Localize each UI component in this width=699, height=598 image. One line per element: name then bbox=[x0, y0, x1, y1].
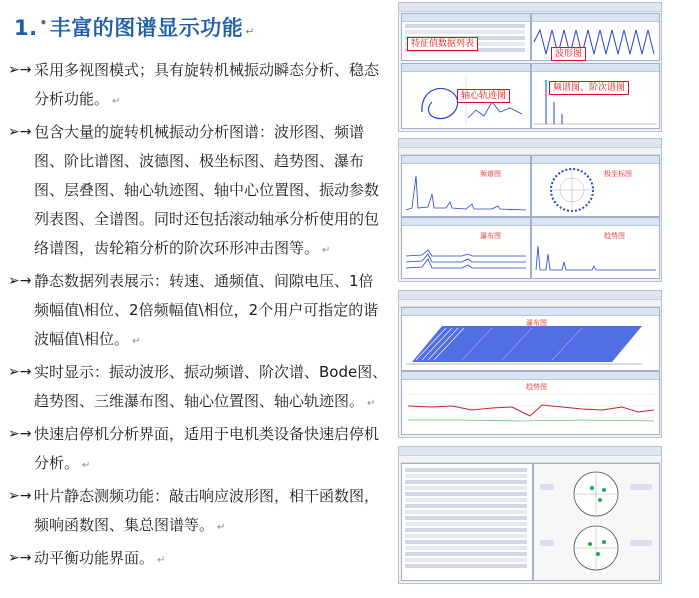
list-item bbox=[8, 420, 388, 480]
return-mark: ↵ bbox=[82, 460, 91, 471]
balancing-polar-pane bbox=[533, 463, 660, 581]
waterfall-pane bbox=[401, 307, 660, 371]
return-mark: ↵ bbox=[322, 245, 331, 256]
list-item bbox=[8, 482, 388, 542]
arrow-bullet-icon: ➢→ bbox=[8, 364, 32, 380]
bullet-text: 静态数据列表展示：转速、通频值、间隙电压、1倍频幅值\相位、2倍频幅值\相位，2个用户可指定的谐波幅值\相位。 bbox=[34, 272, 379, 348]
arrow-bullet-icon: ➢→ bbox=[8, 62, 32, 78]
bullet-text: 叶片静态测频功能：敲击响应波形图，相干函数图，频响函数图、集总图谱等。 bbox=[34, 487, 380, 534]
screenshot-multiview bbox=[398, 2, 662, 132]
balancing-polar-plot bbox=[534, 464, 659, 580]
spectrum-pane bbox=[401, 155, 531, 217]
trend-plot bbox=[532, 226, 659, 278]
trend-pane bbox=[401, 371, 660, 435]
balancing-table-pane bbox=[401, 463, 533, 581]
feature-list bbox=[8, 56, 388, 577]
return-mark: ↵ bbox=[112, 96, 121, 107]
list-item bbox=[8, 56, 388, 116]
heading-title: 丰富的图谱显示功能 bbox=[49, 16, 244, 40]
heading-bullet-mark: • bbox=[39, 16, 48, 30]
bullet-text: 包含大量的旋转机械振动分析图谱：波形图、频谱图、阶比谱图、波德图、极坐标图、趋势图、瀑布图、层叠图、轴心轨迹图、轴中心位置图、振动参数列表图、全谱图。同时还包括滚动轴承分析使用的包络谱图，齿轮箱分析的阶次环形冲击图等。 bbox=[34, 123, 380, 257]
spectrum-pane bbox=[531, 63, 660, 129]
list-item bbox=[8, 544, 388, 575]
polar-plot bbox=[532, 164, 659, 216]
screenshot-analysis bbox=[398, 138, 662, 282]
list-item bbox=[8, 358, 388, 418]
arrow-bullet-icon: ➢→ bbox=[8, 426, 32, 442]
return-mark: ↵ bbox=[132, 336, 141, 347]
waterfall-plot bbox=[402, 226, 530, 278]
polar-pane bbox=[531, 155, 660, 217]
return-mark: ↵ bbox=[217, 522, 226, 533]
screenshot-balancing bbox=[398, 446, 662, 584]
label-waterfall: 瀑布图 bbox=[526, 319, 547, 327]
return-mark: ↵ bbox=[367, 398, 376, 409]
label-orbit: 轴心轨迹图 bbox=[457, 89, 510, 103]
arrow-bullet-icon: ➢→ bbox=[8, 124, 32, 140]
bullet-text: 动平衡功能界面。 bbox=[34, 549, 155, 567]
bullet-text: 快速启停机分析界面，适用于电机类设备快速启停机分析。 bbox=[34, 425, 380, 472]
arrow-bullet-icon: ➢→ bbox=[8, 488, 32, 504]
arrow-bullet-icon: ➢→ bbox=[8, 550, 32, 566]
list-item bbox=[8, 267, 388, 356]
return-mark: ↵ bbox=[157, 555, 166, 566]
label-spectrum: 频谱图、阶次谱图 bbox=[549, 81, 629, 95]
label-polar: 极坐标图 bbox=[604, 170, 632, 178]
return-mark: ↵ bbox=[245, 25, 255, 38]
section-heading bbox=[14, 12, 255, 42]
label-waterfall: 瀑布图 bbox=[480, 232, 501, 240]
arrow-bullet-icon: ➢→ bbox=[8, 273, 32, 289]
bullet-text: 实时显示：振动波形、振动频谱、阶次谱、Bode图、趋势图、三维瀑布图、轴心位置图、轴心轨迹图。 bbox=[34, 363, 388, 410]
label-trend: 趋势图 bbox=[526, 383, 547, 391]
trend-pane bbox=[531, 217, 660, 279]
spectrum-plot bbox=[402, 164, 530, 216]
waterfall-pane bbox=[401, 217, 531, 279]
list-item bbox=[8, 118, 388, 265]
heading-number: 1. bbox=[14, 16, 38, 40]
label-waveform: 波形图 bbox=[551, 47, 586, 61]
label-trend: 趋势图 bbox=[604, 232, 625, 240]
label-spectrum: 频谱图 bbox=[480, 170, 501, 178]
label-data-table: 特征值数据列表 bbox=[407, 37, 478, 51]
bullet-text: 采用多视图模式；具有旋转机械振动瞬态分析、稳态分析功能。 bbox=[34, 61, 380, 108]
screenshot-waterfall-trend bbox=[398, 290, 662, 438]
